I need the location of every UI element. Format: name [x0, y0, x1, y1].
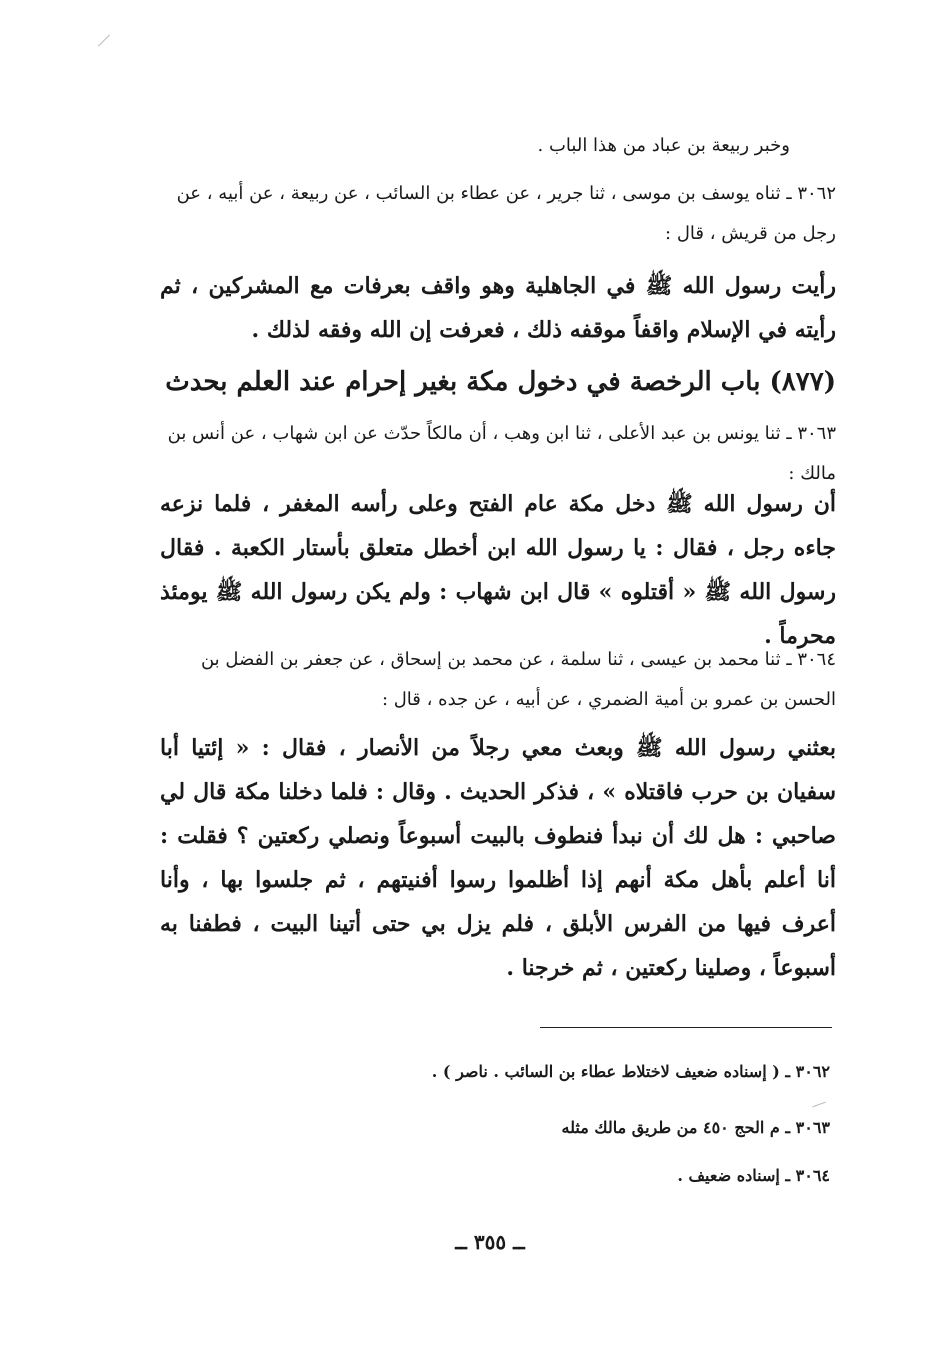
- hadith-3062-matn: رأيت رسول الله ﷺ في الجاهلية وهو واقف بعرفات مع المشركين ، ثم رأيته في الإسلام واقفاً موقفه ذلك ، فعرفت إن الله وفقه لذلك .: [160, 273, 836, 343]
- chapter-heading: (٨٧٧) باب الرخصة في دخول مكة بغير إحرام عند العلم بحدث: [165, 367, 836, 397]
- hadith-3064-isnad: ٣٠٦٤ ـ ثنا محمد بن عيسى ، ثنا سلمة ، عن محمد بن إسحاق ، عن جعفر بن الفضل بن الحسن بن عمرو بن أمية الضمري ، عن أبيه ، عن جده ، قال :: [200, 649, 836, 710]
- scan-mark: [812, 1102, 825, 1108]
- footnote-3062: ٣٠٦٢ ـ ( إسناده ضعيف لاختلاط عطاء بن السائب . ناصر ) .: [431, 1062, 830, 1081]
- scan-mark: [98, 34, 110, 46]
- footnote-separator: [540, 1027, 832, 1028]
- footnote-3063: ٣٠٦٣ ـ م الحج ٤٥٠ من طريق مالك مثله: [561, 1118, 830, 1137]
- intro-line: وخبر ربيعة بن عباد من هذا الباب .: [537, 135, 790, 156]
- page-number: ــ ٣٥٥ ــ: [455, 1230, 525, 1254]
- hadith-3063-isnad: ٣٠٦٣ ـ ثنا يونس بن عبد الأعلى ، ثنا ابن وهب ، أن مالكاً حدّث عن ابن شهاب ، عن أنس بن مالك :: [167, 423, 836, 484]
- hadith-3063-matn: أن رسول الله ﷺ دخل مكة عام الفتح وعلى رأسه المغفر ، فلما نزعه جاءه رجل ، فقال : يا رسول الله ابن أخطل متعلق بأستار الكعبة . فقال رسول الله ﷺ « أقتلوه » قال ابن شهاب : ولم يكن رسول الله ﷺ يومئذ محرماً .: [160, 491, 836, 649]
- hadith-3062-isnad: ٣٠٦٢ ـ ثناه يوسف بن موسى ، ثنا جرير ، عن عطاء بن السائب ، عن ربيعة ، عن أبيه ، عن رجل من قريش ، قال :: [176, 183, 836, 244]
- hadith-3064-matn: بعثني رسول الله ﷺ وبعث معي رجلاً من الأنصار ، فقال : « إئتيا أبا سفيان بن حرب فاقتلاه » ، فذكر الحديث . وقال : فلما دخلنا مكة قال لي صاحبي : هل لك أن نبدأ فنطوف بالبيت أسبوعاً ونصلي ركعتين ؟ فقلت : أنا أعلم بأهل مكة أنهم إذا أظلموا رسوا أفنيتهم ، ثم جلسوا بها ، وأنا أعرف فيها من الفرس الأبلق ، فلم يزل بي حتى أتينا البيت ، فطفنا به أسبوعاً ، وصلينا ركعتين ، ثم خرجنا .: [160, 735, 836, 981]
- footnote-3064: ٣٠٦٤ ـ إسناده ضعيف .: [677, 1166, 830, 1185]
